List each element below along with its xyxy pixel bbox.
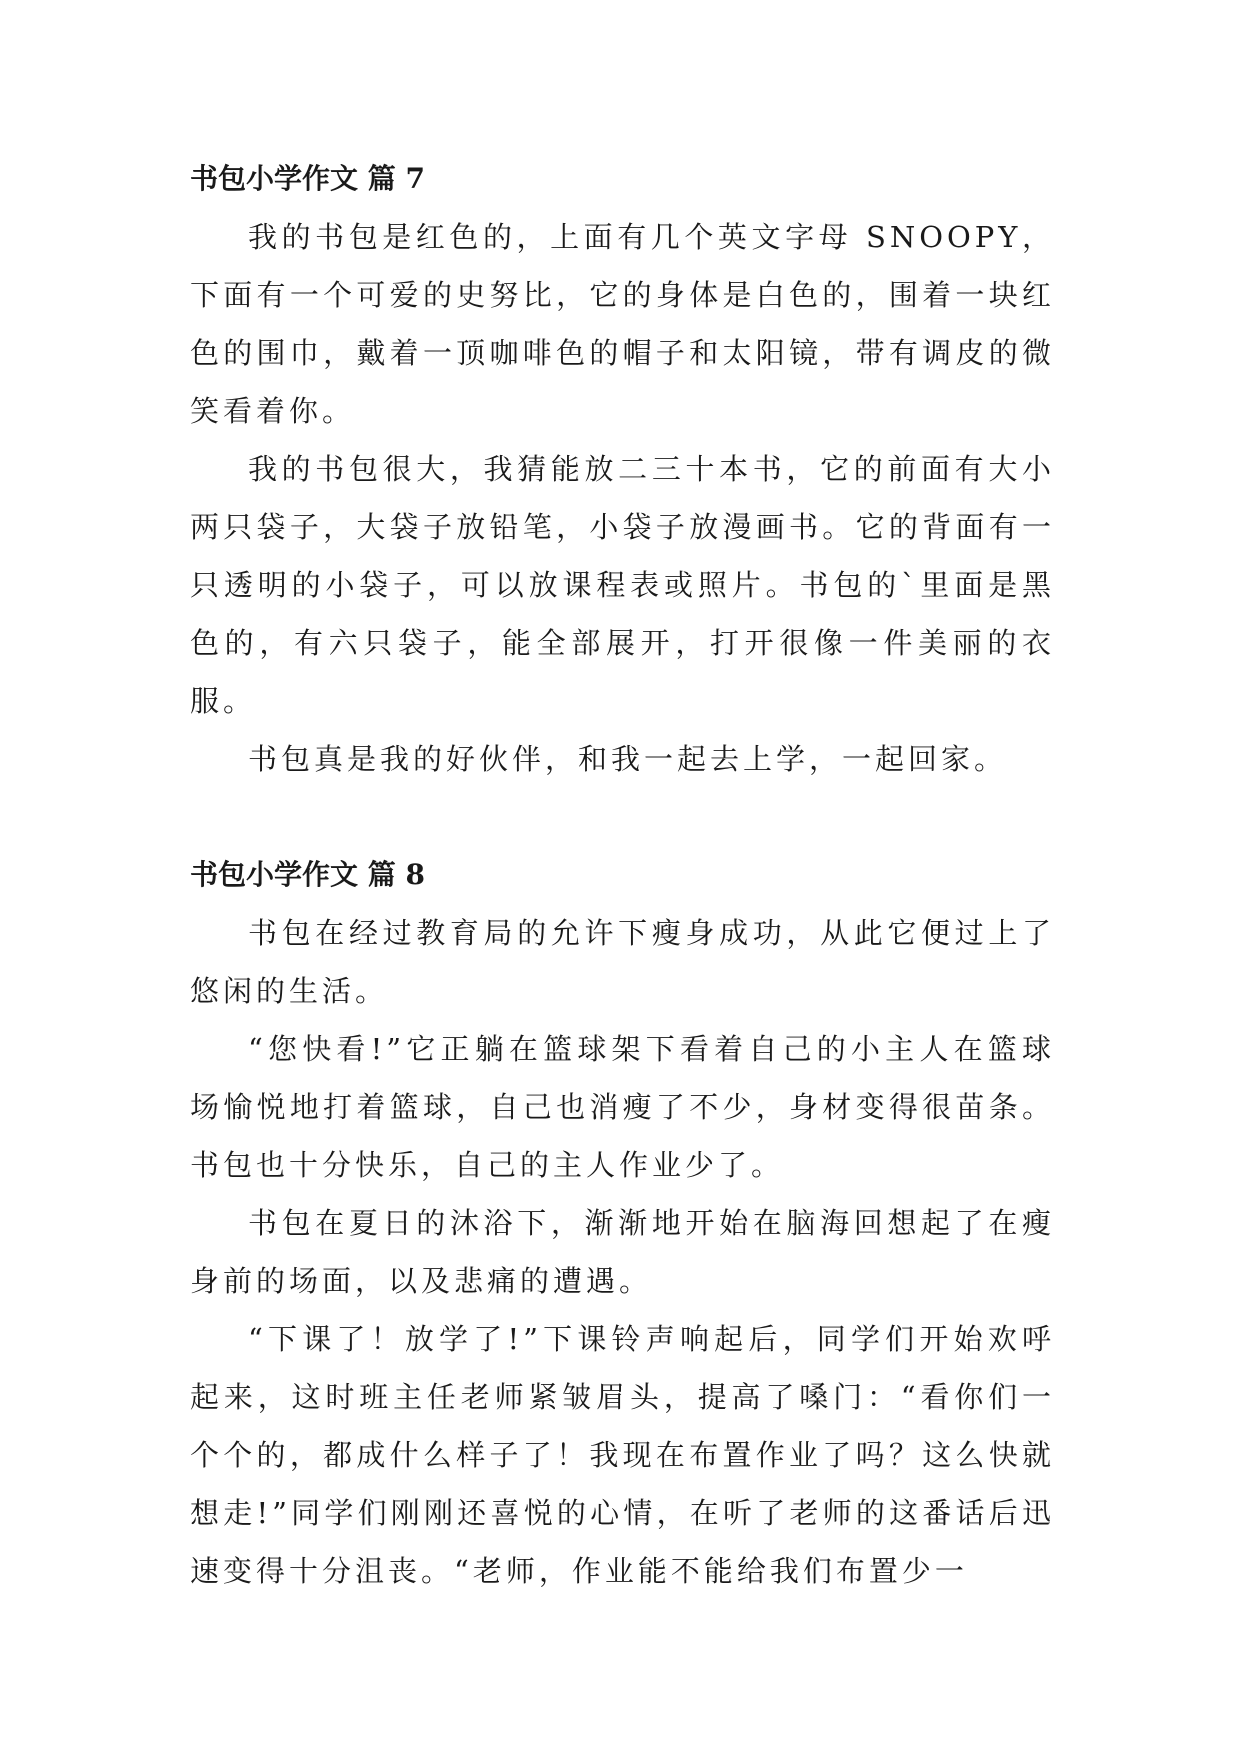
paragraph: 书包在经过教育局的允许下瘦身成功，从此它便过上了悠闲的生活。 <box>190 916 1055 1008</box>
paragraph: 我的书包很大，我猜能放二三十本书，它的前面有大小两只袋子，大袋子放铅笔，小袋子放漫画书。它的背面有一只透明的小袋子，可以放课程表或照片。书包的`里面是黑色的，有六只袋子，能全部展开，打开很像一件美丽的衣服。 <box>190 452 1055 718</box>
document-page <box>190 150 1055 1600</box>
paragraph: 书包在夏日的沐浴下，渐渐地开始在脑海回想起了在瘦身前的场面，以及悲痛的遭遇。 <box>190 1206 1055 1298</box>
paragraph: 书包真是我的好伙伴，和我一起去上学，一起回家。 <box>248 742 1008 776</box>
section-spacer <box>190 788 1055 846</box>
section-title: 书包小学作文 篇 7 <box>190 162 425 195</box>
essay-section-8 <box>190 846 1055 1600</box>
section-title: 书包小学作文 篇 8 <box>190 858 425 891</box>
paragraph: “您快看!”它正躺在篮球架下看着自己的小主人在篮球场愉悦地打着篮球，自己也消瘦了不少，身材变得很苗条。书包也十分快乐，自己的主人作业少了。 <box>190 1032 1055 1182</box>
paragraph: “下课了！放学了!”下课铃声响起后，同学们开始欢呼起来，这时班主任老师紧皱眉头，提高了嗓门：“看你们一个个的，都成什么样子了！我现在布置作业了吗？这么快就想走!”同学们刚刚还喜悦的心情，在听了老师的这番话后迅速变得十分沮丧。“老师，作业能不能给我们布置少一 <box>190 1322 1055 1588</box>
essay-section-7 <box>190 150 1055 788</box>
paragraph: 我的书包是红色的，上面有几个英文字母 SNOOPY，下面有一个可爱的史努比，它的身体是白色的，围着一块红色的围巾，戴着一顶咖啡色的帽子和太阳镜，带有调皮的微笑看着你。 <box>190 220 1055 428</box>
